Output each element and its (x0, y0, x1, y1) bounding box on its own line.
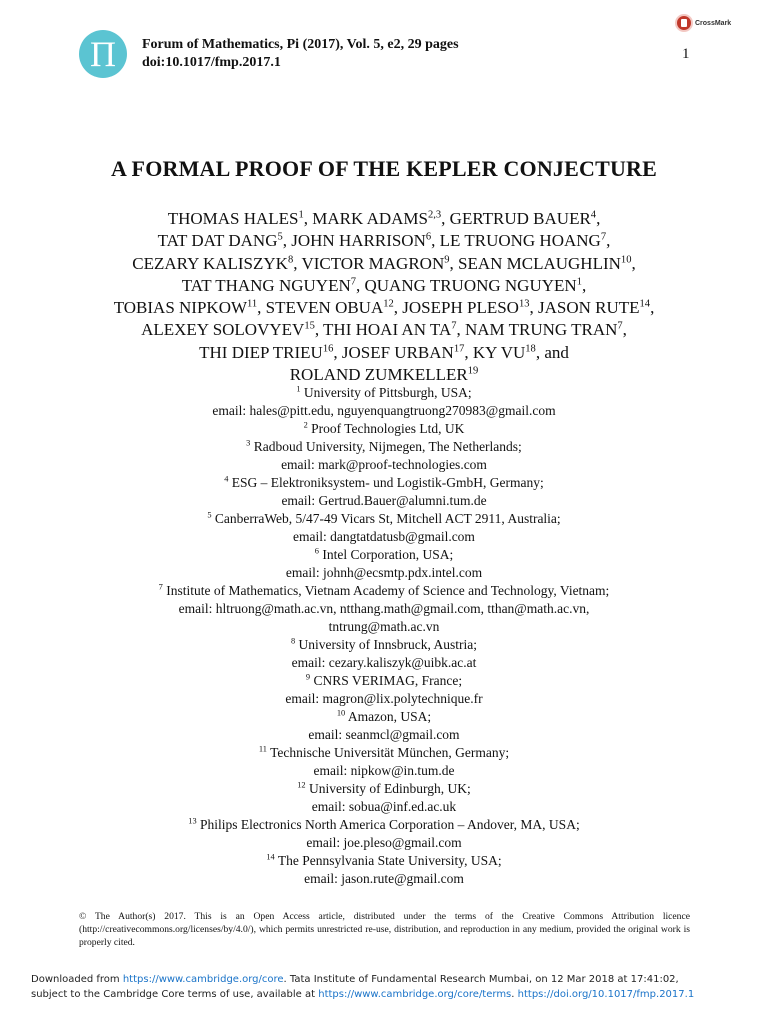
author-name: NAM TRUNG TRAN (465, 320, 618, 340)
affiliation-email: email: hltruong@math.ac.vn, ntthang.math@gmail.com, tthan@math.ac.vn, (178, 601, 590, 616)
affiliation-email: email: cezary.kaliszyk@uibk.ac.at (291, 655, 477, 670)
author-affil-number: 7 (350, 276, 356, 288)
author-name: SEAN MCLAUGHLIN (458, 253, 621, 273)
author-name: THI HOAI AN TA (323, 320, 452, 340)
affiliation-name: The Pennsylvania State University, USA; (277, 853, 502, 868)
affiliation-number: 10 (336, 708, 346, 718)
author-affil-number: 15 (304, 320, 315, 332)
author (266, 298, 394, 317)
affiliation-number: 9 (305, 672, 311, 682)
journal-info (142, 36, 459, 72)
author-name: JOHN HARRISON (291, 231, 426, 251)
pi-logo-icon: Π (90, 34, 116, 74)
author-affil-number: 7 (451, 320, 457, 332)
crossmark-badge[interactable] (675, 14, 731, 32)
author-name: TAT DAT DANG (157, 231, 278, 251)
author-name: KY VU (472, 342, 526, 362)
affiliation (40, 474, 728, 492)
crossmark-label: CrossMark (695, 19, 732, 27)
author-name: GERTRUD BAUER (449, 209, 591, 228)
author-affil-number: 13 (518, 298, 530, 310)
author (199, 343, 333, 362)
affiliation (40, 384, 728, 402)
author (473, 343, 536, 362)
author (291, 231, 431, 250)
affiliation-name: University of Pittsburgh, USA; (303, 385, 472, 400)
author-list: THOMAS HALES$^1$, MARK ADAMS$^{2,3}$, GERTRUD BAUER$^4$, TAT DAT DANG$^5$, JOHN HARRISON$^6$, LE TRUONG HOANG$^7$, CEZARY KALISZYK$^8$, VICTOR MAGRON$^9$, SEAN MCLAUGHLIN$^{10}$, TAT THANG NGUYEN$^7$, QUANG TRUONG NGUYEN$^1$, TOBIAS NIPKOW$^{11}$, STEVEN OBUA$^{12}$, JOSEPH PLESO$^{13}$, JASON RUTE$^{14}$, ALEXEY SOLOVYEV$^{15}$, THI HOAI AN $TA^7$, NAM TRUNG TRAN$^7$, THI DIEP TRIEU$^{16}$, JOSEF URBAN$^{17}$, KY VU$^{18}$, and ROLAND ZUMKELLER$^{19}$ (113, 209, 655, 385)
affiliation (40, 636, 728, 654)
affiliation (40, 582, 728, 600)
affiliation (40, 852, 728, 870)
author-name: TOBIAS NIPKOW (113, 298, 248, 318)
affiliation-number: 11 (258, 744, 267, 754)
affiliation-email: email: hales@pitt.edu, nguyenquangtruong270983@gmail.com (212, 403, 556, 418)
author-name: VICTOR MAGRON (301, 253, 445, 273)
affiliation-number: 5 (207, 510, 212, 520)
author (342, 343, 464, 362)
terms-link[interactable]: https://www.cambridge.org/core/terms (318, 989, 512, 1000)
affiliation-email: email: dangtatdatusb@gmail.com (293, 529, 475, 544)
affiliation-email: email: seanmcl@gmail.com (308, 727, 460, 742)
author-affil-number: 11 (247, 298, 258, 310)
affiliation-name: CanberraWeb, 5/47-49 Vicars St, Mitchell ACT 2911, Australia; (214, 511, 561, 526)
affiliation-number: 12 (297, 780, 306, 790)
affiliation-number: 13 (188, 816, 197, 826)
author-name: TAT THANG NGUYEN (181, 275, 351, 295)
footer-line-1: Downloaded from https://www.cambridge.org/core. Tata Institute of Fundamental Research Mumbai, on 12 Mar 2018 at 17:41:02, (31, 974, 679, 985)
journal-citation: Forum of Mathematics, Pi (2017), Vol. 5, e2, 29 pages (142, 37, 459, 52)
author (168, 209, 304, 228)
affiliation-email: email: magron@lix.polytechnique.fr (285, 691, 483, 706)
author (538, 298, 650, 317)
author-affil-number: 7 (600, 231, 607, 243)
author-affil-number: 18 (525, 343, 536, 355)
affiliation (40, 816, 728, 834)
author (114, 298, 257, 317)
affiliation-email: email: jason.rute@gmail.com (304, 871, 464, 886)
author-name: MARK ADAMS (312, 209, 428, 228)
affiliation-email: email: joe.pleso@gmail.com (306, 835, 462, 850)
author (290, 365, 479, 384)
affiliation-name: CNRS VERIMAG, France; (313, 673, 463, 688)
affiliation-number: 1 (296, 384, 301, 394)
author (365, 276, 582, 295)
author-affil-number: 10 (620, 253, 632, 265)
affiliation-email: email: sobua@inf.ed.ac.uk (311, 799, 457, 814)
author-affil-number: 7 (617, 320, 623, 332)
footer-line-2: subject to the Cambridge Core terms of use, available at https://www.cambridge.org/core/terms. https://doi.org/10.1017/fmp.2017.1 (31, 989, 695, 1000)
author-name: ROLAND ZUMKELLER (289, 365, 468, 385)
affiliation-name: Proof Technologies Ltd, UK (311, 421, 465, 436)
affiliation-number: 6 (314, 546, 319, 556)
author-name: JOSEF URBAN (341, 342, 454, 362)
page-number: 1 (682, 46, 690, 62)
author (440, 231, 606, 250)
author-affil-number: 14 (639, 298, 651, 310)
affiliation (40, 780, 728, 798)
author (312, 209, 441, 228)
author-name: THI DIEP TRIEU (199, 342, 323, 362)
affiliation-email: email: mark@proof-technologies.com (281, 457, 487, 472)
affiliation-email: tntrung@math.ac.vn (328, 619, 440, 634)
affiliation-email: email: johnh@ecsmtp.pdx.intel.com (285, 565, 483, 580)
author-affil-number: 8 (287, 253, 294, 265)
author (450, 209, 596, 228)
author-affil-number: 6 (425, 231, 432, 243)
affiliation-email: email: nipkow@in.tum.de (313, 763, 455, 778)
affiliation-name: University of Innsbruck, Austria; (298, 637, 478, 652)
affiliation-number: 8 (290, 636, 296, 646)
author-affil-number: 5 (277, 231, 283, 243)
author-name: LE TRUONG HOANG (439, 231, 601, 251)
download-footer (31, 972, 741, 1002)
affiliation-email: email: Gertrud.Bauer@alumni.tum.de (281, 493, 487, 508)
affiliation-name: Radboud University, Nijmegen, The Netherlands; (253, 439, 522, 454)
author-name: JOSEPH PLESO (402, 298, 519, 318)
author (132, 254, 293, 273)
affiliation (40, 744, 728, 762)
affiliation (40, 438, 728, 456)
affiliation-list (40, 384, 728, 888)
doi-link[interactable]: https://doi.org/10.1017/fmp.2017.1 (517, 989, 695, 1000)
affiliation (40, 672, 728, 690)
affiliation-number: 3 (246, 438, 251, 448)
affiliation-number: 7 (158, 582, 163, 592)
author-affil-number: 19 (467, 365, 479, 377)
author-affil-number: 4 (590, 209, 597, 221)
crossmark-icon (675, 14, 693, 32)
affiliation-name: University of Edinburgh, UK; (308, 781, 471, 796)
affiliation-name: Philips Electronics North America Corporation – Andover, MA, USA; (200, 817, 580, 832)
author (323, 320, 456, 339)
affiliation-number: 4 (224, 474, 229, 484)
affiliation (40, 420, 728, 438)
affiliation (40, 708, 728, 726)
author-affil-number: 17 (453, 343, 465, 355)
author (402, 298, 529, 317)
affiliation-number: 14 (266, 852, 275, 862)
affiliation-name: Institute of Mathematics, Vietnam Academy of Science and Technology, Vietnam; (166, 583, 610, 598)
author (458, 254, 631, 273)
affiliation-number: 2 (303, 420, 308, 430)
author-affil-number: 9 (444, 253, 450, 265)
author (465, 320, 623, 339)
author-name: ALEXEY SOLOVYEV (141, 320, 305, 340)
journal-doi: doi:10.1017/fmp.2017.1 (142, 55, 281, 70)
affiliation-name: Amazon, USA; (347, 709, 432, 724)
journal-logo (79, 30, 127, 78)
author-name: STEVEN OBUA (265, 298, 384, 318)
paper-title: A FORMAL PROOF OF THE KEPLER CONJECTURE (110, 156, 658, 181)
core-link[interactable]: https://www.cambridge.org/core (122, 974, 284, 985)
affiliation-name: ESG – Elektroniksystem- und Logistik-GmbH, Germany; (231, 475, 544, 490)
author (182, 276, 356, 295)
author-affil-number: 12 (383, 298, 394, 310)
affiliation-name: Technische Universität München, Germany; (270, 745, 510, 760)
author-affil-number: 1 (298, 209, 304, 221)
author-name: JASON RUTE (537, 298, 640, 318)
affiliation-name: Intel Corporation, USA; (322, 547, 454, 562)
author-name: CEZARY KALISZYK (132, 253, 288, 273)
affiliation (40, 510, 728, 528)
author (141, 320, 315, 339)
author-name: QUANG TRUONG NGUYEN (364, 275, 577, 295)
author (301, 254, 449, 273)
and-word: and (544, 342, 569, 362)
author-affil-number: 1 (576, 276, 582, 288)
author-affil-number: 16 (322, 343, 334, 355)
author-affil-number: 2,3 (428, 209, 442, 221)
author (158, 231, 283, 250)
copyright-notice: © The Author(s) 2017. This is an Open Access article, distributed under the terms of the Creative Commons Attribution licence (http://creativecommons.org/licenses/by/4.0/), which permits unrestricted re-use, distribution, and reproduction in any medium, provided the original work is properly cited. (79, 911, 690, 948)
affiliation (40, 546, 728, 564)
author-name: THOMAS HALES (167, 209, 299, 228)
